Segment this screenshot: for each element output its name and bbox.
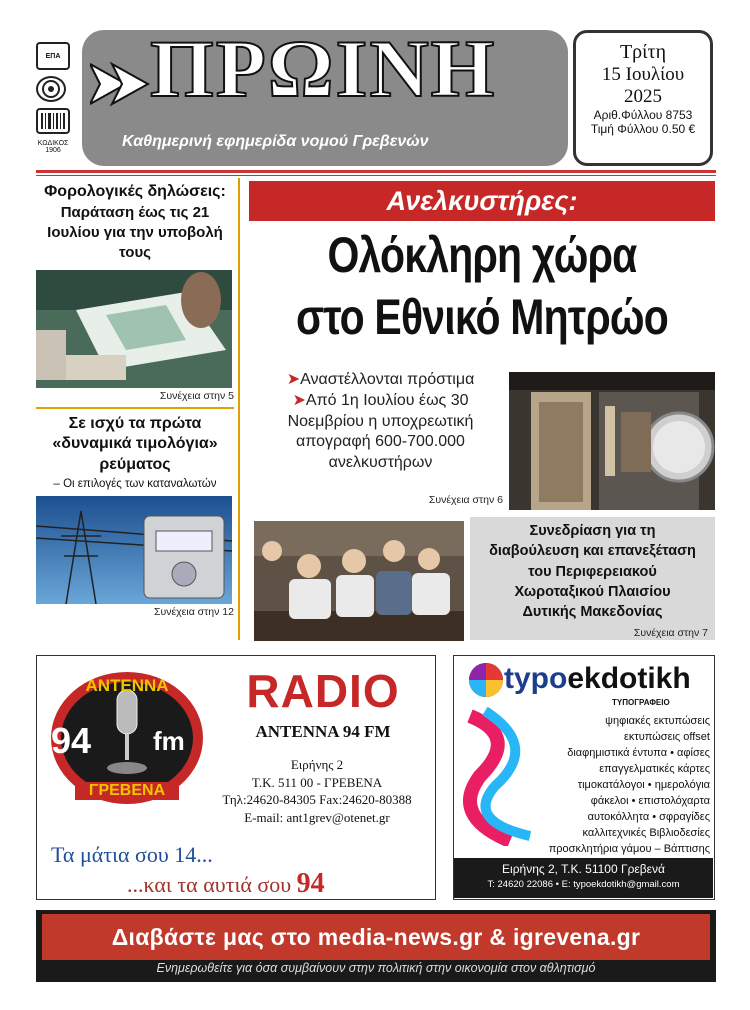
tax-story-title[interactable]: Φορολογικές δηλώσεις: <box>44 183 226 200</box>
column-divider <box>238 178 240 640</box>
radio-address: Ειρήνης 2 <box>290 757 344 772</box>
meeting-continue[interactable]: Συνέχεια στην 7 <box>633 627 708 639</box>
service-item: αυτοκόλλητα • σφραγίδες <box>587 810 710 823</box>
lead-banner: Ανελκυστήρες: <box>249 181 715 221</box>
masthead-title: ΠΡΩΙΝΗ <box>150 23 497 114</box>
service-item: προσκλητήρια γάμου – Βάπτισης <box>548 842 710 855</box>
lead-bullet-text: Αναστέλλονται πρόστιμα <box>300 371 475 388</box>
lead-continue[interactable]: Συνέχεια στην 6 <box>428 494 503 506</box>
typo-services-list <box>518 714 710 857</box>
triangle-icon: ➤ <box>286 371 301 388</box>
radio-slogan2-text: ...και τα αυτιά σου <box>127 872 297 897</box>
energy-story-continue[interactable]: Συνέχεια στην 12 <box>154 605 234 618</box>
radio-contact <box>197 756 437 826</box>
lead-bullet <box>258 370 503 391</box>
bottom-tagline: Ενημερωθείτε για όσα συμβαίνουν στην πολιτική στην οικονομία στον αθλητισμό <box>156 961 596 975</box>
tax-forms-photo <box>36 270 232 388</box>
radio-station: ANTENNA 94 FM <box>255 722 391 741</box>
lead-headline[interactable] <box>291 225 673 348</box>
radio-email[interactable]: E-mail: ant1grev@otenet.gr <box>244 809 390 825</box>
service-item: τιμοκατάλογοι • ημερολόγια <box>577 778 710 791</box>
radio-postcode: Τ.Κ. 511 00 - ΓΡΕΒΕΝΑ <box>251 774 383 790</box>
radio-slogan1: Τα μάτια σου 14... <box>51 842 213 867</box>
antenna-logo-num: 94 <box>51 720 92 761</box>
seal-icon <box>36 76 66 102</box>
code-label-text: ΚΩΔΙΚΟΣ <box>37 140 69 147</box>
date-day: Τρίτη <box>619 41 667 63</box>
lead-bullet <box>258 391 503 474</box>
date-box <box>573 30 713 166</box>
meeting-photo <box>254 521 464 641</box>
radio-ad[interactable] <box>36 655 436 900</box>
typo-brand-b: ekdotikh <box>567 662 691 695</box>
top-rule-thin <box>36 175 716 176</box>
service-item: επαγγελματικές κάρτες <box>599 762 710 775</box>
service-item: ψηφιακές εκτυπώσεις <box>605 715 710 727</box>
typo-brand-sub: ΤΥΠΟΓΡΑΦΕΙΟ <box>612 698 670 707</box>
left-column <box>36 178 234 618</box>
service-item: εκτυπώσεις offset <box>624 730 710 743</box>
printshop-ad[interactable] <box>453 655 715 900</box>
epa-badge-label: ΕΠΑ <box>45 52 61 60</box>
typo-footer <box>454 858 713 898</box>
code-value-text: 1906 <box>45 147 61 154</box>
tax-story-body[interactable]: Παράταση έως τις 21 Ιουλίου για την υποβολή τους <box>47 203 223 262</box>
lead-headline-line1: Ολόκληρη χώρα <box>327 227 637 283</box>
meeting-story-title[interactable]: Συνεδρίαση για τη διαβούλευση και επανεξέταση του Περιφερειακού Χωροταξικού Πλαισίου Δυτικής Μακεδονίας <box>489 523 696 621</box>
triangle-icon: ➤ <box>292 391 306 409</box>
radio-title: RADIO <box>246 665 400 717</box>
issue-price: Τιμή Φύλλου 0.50 € <box>590 122 696 136</box>
energy-story-sub: – Οι επιλογές των καταναλωτών <box>53 477 217 490</box>
power-lines-photo <box>36 496 232 604</box>
date-line: 15 Ιουλίου <box>601 64 685 85</box>
antenna-logo-top: ΑΝΤΕΝΝΑ <box>85 676 169 695</box>
lead-bullets <box>258 370 503 474</box>
arrow-icon <box>90 60 150 108</box>
radio-phone: Τηλ:24620-84305 Fax:24620-80388 <box>222 792 412 808</box>
radio-slogan2-num: 94 <box>296 868 325 899</box>
typo-brand-a: typo <box>504 662 568 695</box>
typo-contact[interactable]: Τ: 24620 22086 • E: typoekdotikh@gmail.com <box>487 879 680 890</box>
typo-address: Ειρήνης 2, Τ.Κ. 51100 Γρεβενά <box>502 862 665 876</box>
masthead-subtitle: Καθημερινή εφημερίδα νομού Γρεβενών <box>122 133 429 150</box>
typo-brand <box>504 662 691 696</box>
issue-number: Αριθ.Φύλλου 8753 <box>593 108 693 122</box>
elevator-photo <box>509 372 715 510</box>
typo-logo-icon <box>466 660 506 700</box>
code-label <box>36 140 70 154</box>
service-item: καλλιτεχνικές Βιβλιοδεσίες <box>582 826 710 839</box>
left-divider <box>36 407 234 409</box>
radio-slogan2 <box>127 868 325 900</box>
tax-story-continue[interactable]: Συνέχεια στην 5 <box>159 389 234 402</box>
lead-bullet-text: Από 1η Ιουλίου έως 30 Νοεμβρίου η υποχρεωτική απογραφή 600-700.000 ανελκυστήρων <box>287 391 474 472</box>
lead-headline-line2: στο Εθνικό Μητρώο <box>296 288 668 345</box>
masthead-badges <box>36 42 78 162</box>
energy-story-title[interactable]: Σε ισχύ τα πρώτα «δυναμικά τιμολόγια» ρεύματος <box>52 414 218 474</box>
top-rule <box>36 170 716 173</box>
barcode-icon <box>36 108 70 134</box>
date-year: 2025 <box>624 86 662 107</box>
epa-badge <box>36 42 70 70</box>
websites-banner[interactable]: Διαβάστε μας στο media-news.gr & igrevena.gr <box>111 924 641 950</box>
service-item: διαφημιστικά έντυπα • αφίσες <box>567 746 710 759</box>
service-item: φάκελοι • επιστολόχαρτα <box>590 794 710 807</box>
antenna-logo-fm: fm <box>153 726 185 756</box>
antenna-logo-bottom: ΓΡΕΒΕΝΑ <box>75 782 179 800</box>
